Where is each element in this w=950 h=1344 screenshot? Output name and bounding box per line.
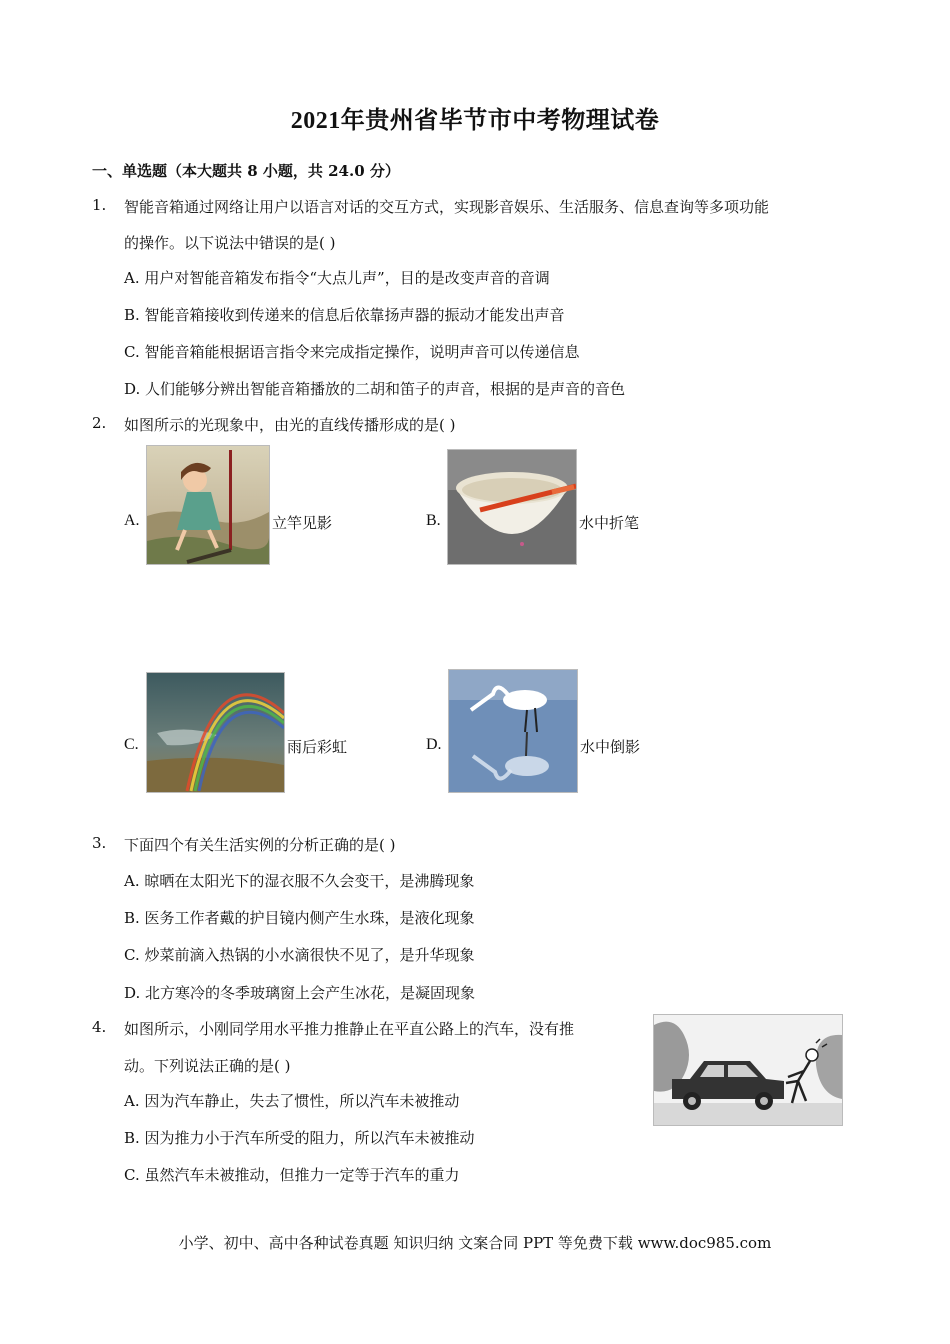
question-text: 动。下列说法正确的是( ) [124, 1057, 291, 1075]
option-caption: 水中倒影 [580, 738, 641, 756]
question-text: 如图所示的光现象中，由光的直线传播形成的是( ) [124, 416, 456, 434]
option-caption: 水中折笔 [579, 514, 640, 532]
option-a: A. 因为汽车静止，失去了惯性，所以汽车未被推动 [124, 1092, 460, 1110]
option-c: C. 智能音箱能根据语言指令来完成指定操作，说明声音可以传递信息 [124, 343, 580, 361]
option-c: C. 炒菜前滴入热锅的小水滴很快不见了，是升华现象 [124, 946, 475, 964]
section-heading: 一、单选题（本大题共 8 小题，共 24.0 分） [92, 162, 400, 180]
option-d: D. 人们能够分辨出智能音箱播放的二胡和笛子的声音，根据的是声音的音色 [124, 380, 626, 398]
option-caption: 雨后彩虹 [287, 738, 348, 756]
option-letter: B. [426, 512, 441, 529]
rainbow-image [146, 672, 285, 793]
option-a: A. 晾晒在太阳光下的湿衣服不久会变干，是沸腾现象 [124, 872, 475, 890]
question-text: 智能音箱通过网络让用户以语言对话的交互方式，实现影音娱乐、生活服务、信息查询等多项功能 [124, 198, 770, 216]
egret-reflection-image [448, 669, 578, 793]
page-footer: 小学、初中、高中各种试卷真题 知识归纳 文案合同 PPT 等免费下载 www.doc985.com [178, 1234, 772, 1252]
girl-shadow-image [146, 445, 270, 565]
question-text: 下面四个有关生活实例的分析正确的是( ) [124, 836, 396, 854]
pencil-in-bowl-image [447, 449, 577, 565]
question-text: 如图所示，小刚同学用水平推力推静止在平直公路上的汽车，没有推 [124, 1020, 575, 1038]
option-d: D. 北方寒冷的冬季玻璃窗上会产生冰花，是凝固现象 [124, 984, 476, 1002]
option-letter: D. [426, 736, 442, 753]
option-b: B. 智能音箱接收到传递来的信息后依靠扬声器的振动才能发出声音 [124, 306, 565, 324]
option-letter: C. [124, 736, 139, 753]
option-a: A. 用户对智能音箱发布指令“大点儿声”，目的是改变声音的音调 [124, 269, 550, 287]
push-car-image [653, 1014, 843, 1126]
option-caption: 立竿见影 [272, 514, 333, 532]
option-b: B. 医务工作者戴的护目镜内侧产生水珠，是液化现象 [124, 909, 475, 927]
question-number: 3. [92, 834, 107, 852]
question-text: 的操作。以下说法中错误的是( ) [124, 234, 336, 252]
page-title: 2021年贵州省毕节市中考物理试卷 [290, 108, 660, 134]
question-number: 2. [92, 414, 107, 432]
question-number: 1. [92, 196, 107, 214]
question-number: 4. [92, 1018, 107, 1036]
option-letter: A. [124, 512, 140, 529]
option-c: C. 虽然汽车未被推动，但推力一定等于汽车的重力 [124, 1166, 460, 1184]
option-b: B. 因为推力小于汽车所受的阻力，所以汽车未被推动 [124, 1129, 475, 1147]
